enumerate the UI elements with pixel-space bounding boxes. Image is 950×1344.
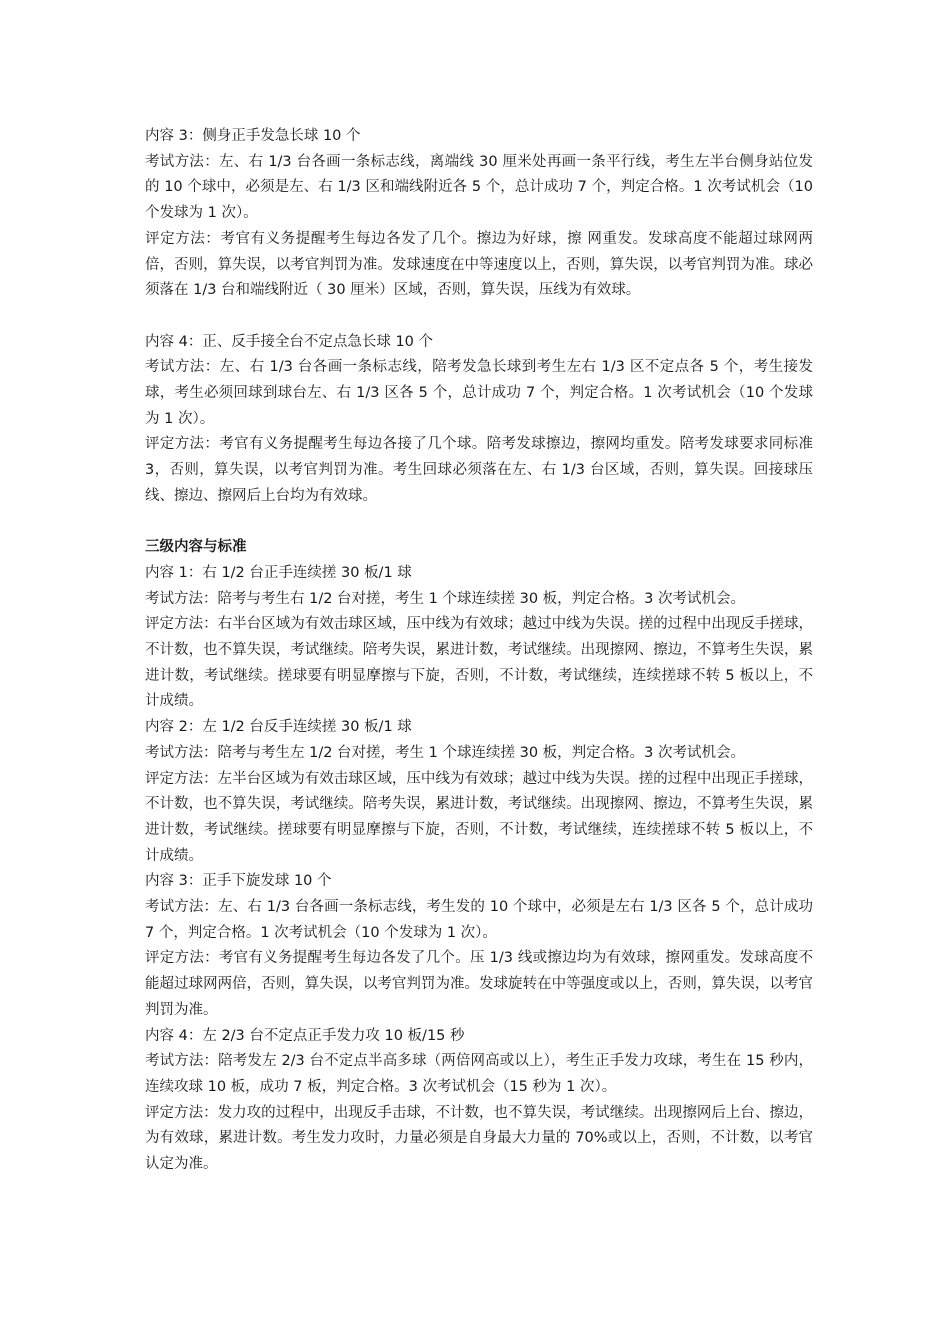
level3-content-1-exam-method: 考试方法：陪考与考生右 1/2 台对搓，考生 1 个球连续搓 30 板，判定合格。3 次考试机会。 [145,590,745,607]
level3-content-3-evaluation-method: 评定方法：考官有义务提醒考生每边各发了几个。压 1/3 线或擦边均为有效球，擦网重发。发球高度不能超过球网两倍，否则，算失误，以考官判罚为准。发球旋转在中等强度或以上，否则，算失误，以考官判罚为准。 [145,950,813,1018]
level3-content-2-heading: 内容 2：左 1/2 台反手连续搓 30 板/1 球 [145,719,412,736]
level3-content-2-exam-method: 考试方法：陪考与考生左 1/2 台对搓，考生 1 个球连续搓 30 板，判定合格。3 次考试机会。 [145,744,745,761]
document-page [145,124,813,1178]
content-3-exam-method: 考试方法：左、右 1/3 台各画一条标志线，离端线 30 厘米处再画一条平行线，考生左半台侧身站位发的 10 个球中，必须是左、右 1/3 区和端线附近各 5 个，总计成功 7 个，判定合格。1 次考试机会（10 个发球为 1 次）。 [145,153,813,222]
level3-content-4-evaluation-method: 评定方法：发力攻的过程中，出现反手击球，不计数，也不算失误，考试继续。出现擦网后上台、擦边，为有效球，累进计数。考生发力攻时，力量必须是自身最大力量的 70%或以上，否则，不计数，以考官认定为准。 [145,1104,813,1173]
content-3-heading: 内容 3：侧身正手发急长球 10 个 [145,128,361,144]
content-4-evaluation-method: 评定方法：考官有义务提醒考生每边各接了几个球。陪考发球擦边，擦网均重发。陪考发球要求同标准 3，否则，算失误，以考官判罚为准。考生回球必须落在左、右 1/3 台区域，否则，算失误。回接球压线、擦边、擦网后上台均为有效球。 [145,436,813,504]
level3-content-3-heading: 内容 3：正手下旋发球 10 个 [145,873,332,890]
level-3-section-title: 三级内容与标准 [145,539,247,556]
level3-content-4-heading: 内容 4：左 2/3 台不定点正手发力攻 10 板/15 秒 [145,1027,465,1044]
content-4-exam-method: 考试方法：左、右 1/3 台各画一条标志线，陪考发急长球到考生左右 1/3 区不定点各 5 个，考生接发球，考生必须回球到球台左、右 1/3 区各 5 个，总计成功 7 个，判定合格。1 次考试机会（10 个发球为 1 次）。 [145,359,813,427]
level3-content-1-heading: 内容 1：右 1/2 台正手连续搓 30 板/1 球 [145,564,412,581]
level3-content-1-evaluation-method: 评定方法：右半台区域为有效击球区域，压中线为有效球；越过中线为失误。搓的过程中出现反手搓球，不计数，也不算失误，考试继续。陪考失误，累进计数，考试继续。出现擦网、擦边，不算考生失误，累进计数，考试继续。搓球要有明显摩擦与下旋，否则，不计数，考试继续，连续搓球不转 5 板以上，不计成绩。 [145,616,813,710]
level3-content-3-exam-method: 考试方法：左、右 1/3 台各画一条标志线，考生发的 10 个球中，必须是左右 1/3 区各 5 个，总计成功 7 个，判定合格。1 次考试机会（10 个发球为 1 次）。 [145,899,813,941]
content-3-evaluation-method: 评定方法：考官有义务提醒考生每边各发了几个。擦边为好球，擦 网重发。发球高度不能超过球网两倍，否则，算失误，以考官判罚为准。发球速度在中等速度以上，否则，算失误，以考官判罚为准。球必须落在 1/3 台和端线附近（ 30 厘米）区域，否则，算失误，压线为有效球。 [145,230,813,299]
content-4-heading: 内容 4：正、反手接全台不定点急长球 10 个 [145,333,434,350]
paragraph-gap [145,510,813,536]
paragraph-gap [145,304,813,330]
level3-content-2-evaluation-method: 评定方法：左半台区域为有效击球区域，压中线为有效球；越过中线为失误。搓的过程中出现正手搓球，不计数，也不算失误，考试继续。陪考失误，累进计数，考试继续。出现擦网、擦边，不算考生失误，累进计数，考试继续。搓球要有明显摩擦与下旋，否则，不计数，考试继续，连续搓球不转 5 板以上，不计成绩。 [145,770,813,864]
level3-content-4-exam-method: 考试方法：陪考发左 2/3 台不定点半高多球（两倍网高或以上），考生正手发力攻球，考生在 15 秒内，连续攻球 10 板，成功 7 板，判定合格。3 次考试机会（15 秒为 1 次）。 [145,1053,813,1095]
